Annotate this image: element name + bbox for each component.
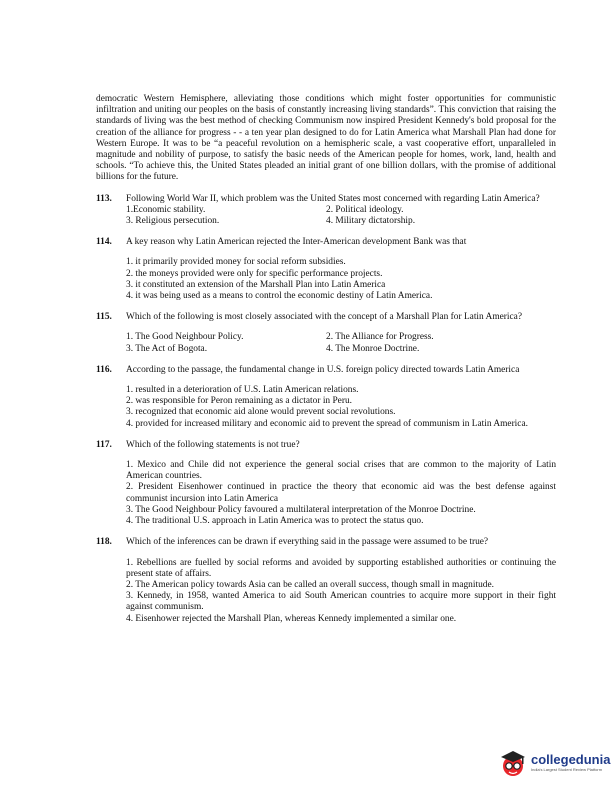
question-text: Which of the following statements is not true? (126, 439, 300, 450)
option: 2. President Eisenhower continued in practice the theory that economic aid was the best defense against communist incursion into Latin America (126, 482, 556, 504)
option: 2. Political ideology. (326, 204, 404, 215)
options-list (126, 385, 556, 430)
option: 1.Economic stability. (126, 204, 206, 215)
option: 1. Mexico and Chile did not experience the general social crises that are common to the majority of Latin American countries. (126, 460, 556, 482)
question-116 (96, 365, 556, 430)
option: 3. The Act of Bogota. (126, 343, 208, 354)
question-number: 117. (96, 439, 112, 450)
option: 1. Rebellions are fuelled by social reforms and avoided by supporting established authorities or continuing the present state of affairs. (126, 557, 556, 579)
graduate-mascot-icon (498, 748, 528, 778)
option: 2. was responsible for Peron remaining as a dictator in Peru. (126, 396, 352, 407)
option: 2. the moneys provided were only for specific performance projects. (126, 268, 383, 279)
option: 4. provided for increased military and economic aid to prevent the spread of communism in Latin America. (126, 418, 528, 429)
passage-paragraph: democratic Western Hemisphere, alleviating those conditions which might foster opportunities for communistic infiltration and uniting our peoples on the basis of constantly increasing living standards”. This conviction that raising the standards of living was the best method of checking Communism now inspired President Kennedy's bold proposal for the creation of the alliance for progress - - a ten year plan designed to do for Latin America what Marshall Plan had done for Western Europe. It was to be “a peaceful revolution on a hemispheric scale, a vast cooperative effort, unparalleled in magnitude and nobility of purpose, to satisfy the basic needs of the American people for homes, work, land, health and schools. “To achieve this, the United States pleaded an initial grant of one billion dollars, with the promise of additional billions for the future. (96, 94, 556, 183)
question-113 (96, 194, 556, 228)
question-number: 115. (96, 312, 112, 323)
option: 1. it primarily provided money for social reform subsidies. (126, 257, 346, 268)
option: 4. The traditional U.S. approach in Latin America was to protect the status quo. (126, 516, 424, 527)
document-page (96, 94, 556, 625)
option: 1. The Good Neighbour Policy. (126, 332, 244, 343)
question-text: Following World War II, which problem was the United States most concerned with regarding Latin America? (126, 193, 540, 204)
question-115 (96, 312, 556, 355)
options-list (126, 205, 556, 227)
question-118 (96, 537, 556, 624)
options-list (126, 332, 556, 354)
question-number: 113. (96, 193, 112, 204)
question-text: According to the passage, the fundamental change in U.S. foreign policy directed towards Latin America (126, 364, 520, 375)
option: 4. Military dictatorship. (326, 216, 416, 227)
collegedunia-logo (498, 748, 610, 778)
question-number: 116. (96, 364, 112, 375)
question-text: Which of the inferences can be drawn if everything said in the passage were assumed to be true? (126, 537, 489, 548)
option: 2. The American policy towards Asia can be called an overall success, though small in magnitude. (126, 579, 494, 590)
option: 4. The Monroe Doctrine. (326, 343, 420, 354)
option: 4. it was being used as a means to control the economic destiny of Latin America. (126, 291, 433, 302)
question-number: 114. (96, 237, 112, 248)
question-text: Which of the following is most closely associated with the concept of a Marshall Plan for Latin America? (126, 312, 522, 323)
option: 4. Eisenhower rejected the Marshall Plan, whereas Kennedy implemented a similar one. (126, 613, 457, 624)
options-list (126, 460, 556, 527)
option: 3. Kennedy, in 1958, wanted America to aid South American countries to acquire more support in their fight against communism. (126, 591, 556, 613)
option: 3. it constituted an extension of the Marshall Plan into Latin America (126, 279, 386, 290)
options-list (126, 257, 556, 302)
question-114 (96, 237, 556, 302)
option: 3. Religious persecution. (126, 216, 220, 227)
question-number: 118. (96, 537, 112, 548)
question-text: A key reason why Latin American rejected the Inter-American development Bank was that (126, 237, 467, 248)
option: 3. recognized that economic aid alone would prevent social revolutions. (126, 407, 396, 418)
option: 3. The Good Neighbour Policy favoured a multilateral interpretation of the Monroe Doctrine. (126, 504, 476, 515)
logo-wordmark: collegedunia (531, 752, 611, 767)
logo-tagline: India's Largest Student Review Platform (531, 767, 603, 772)
question-117 (96, 440, 556, 527)
option: 2. The Alliance for Progress. (326, 332, 434, 343)
options-list (126, 558, 556, 625)
option: 1. resulted in a deterioration of U.S. Latin American relations. (126, 385, 359, 396)
